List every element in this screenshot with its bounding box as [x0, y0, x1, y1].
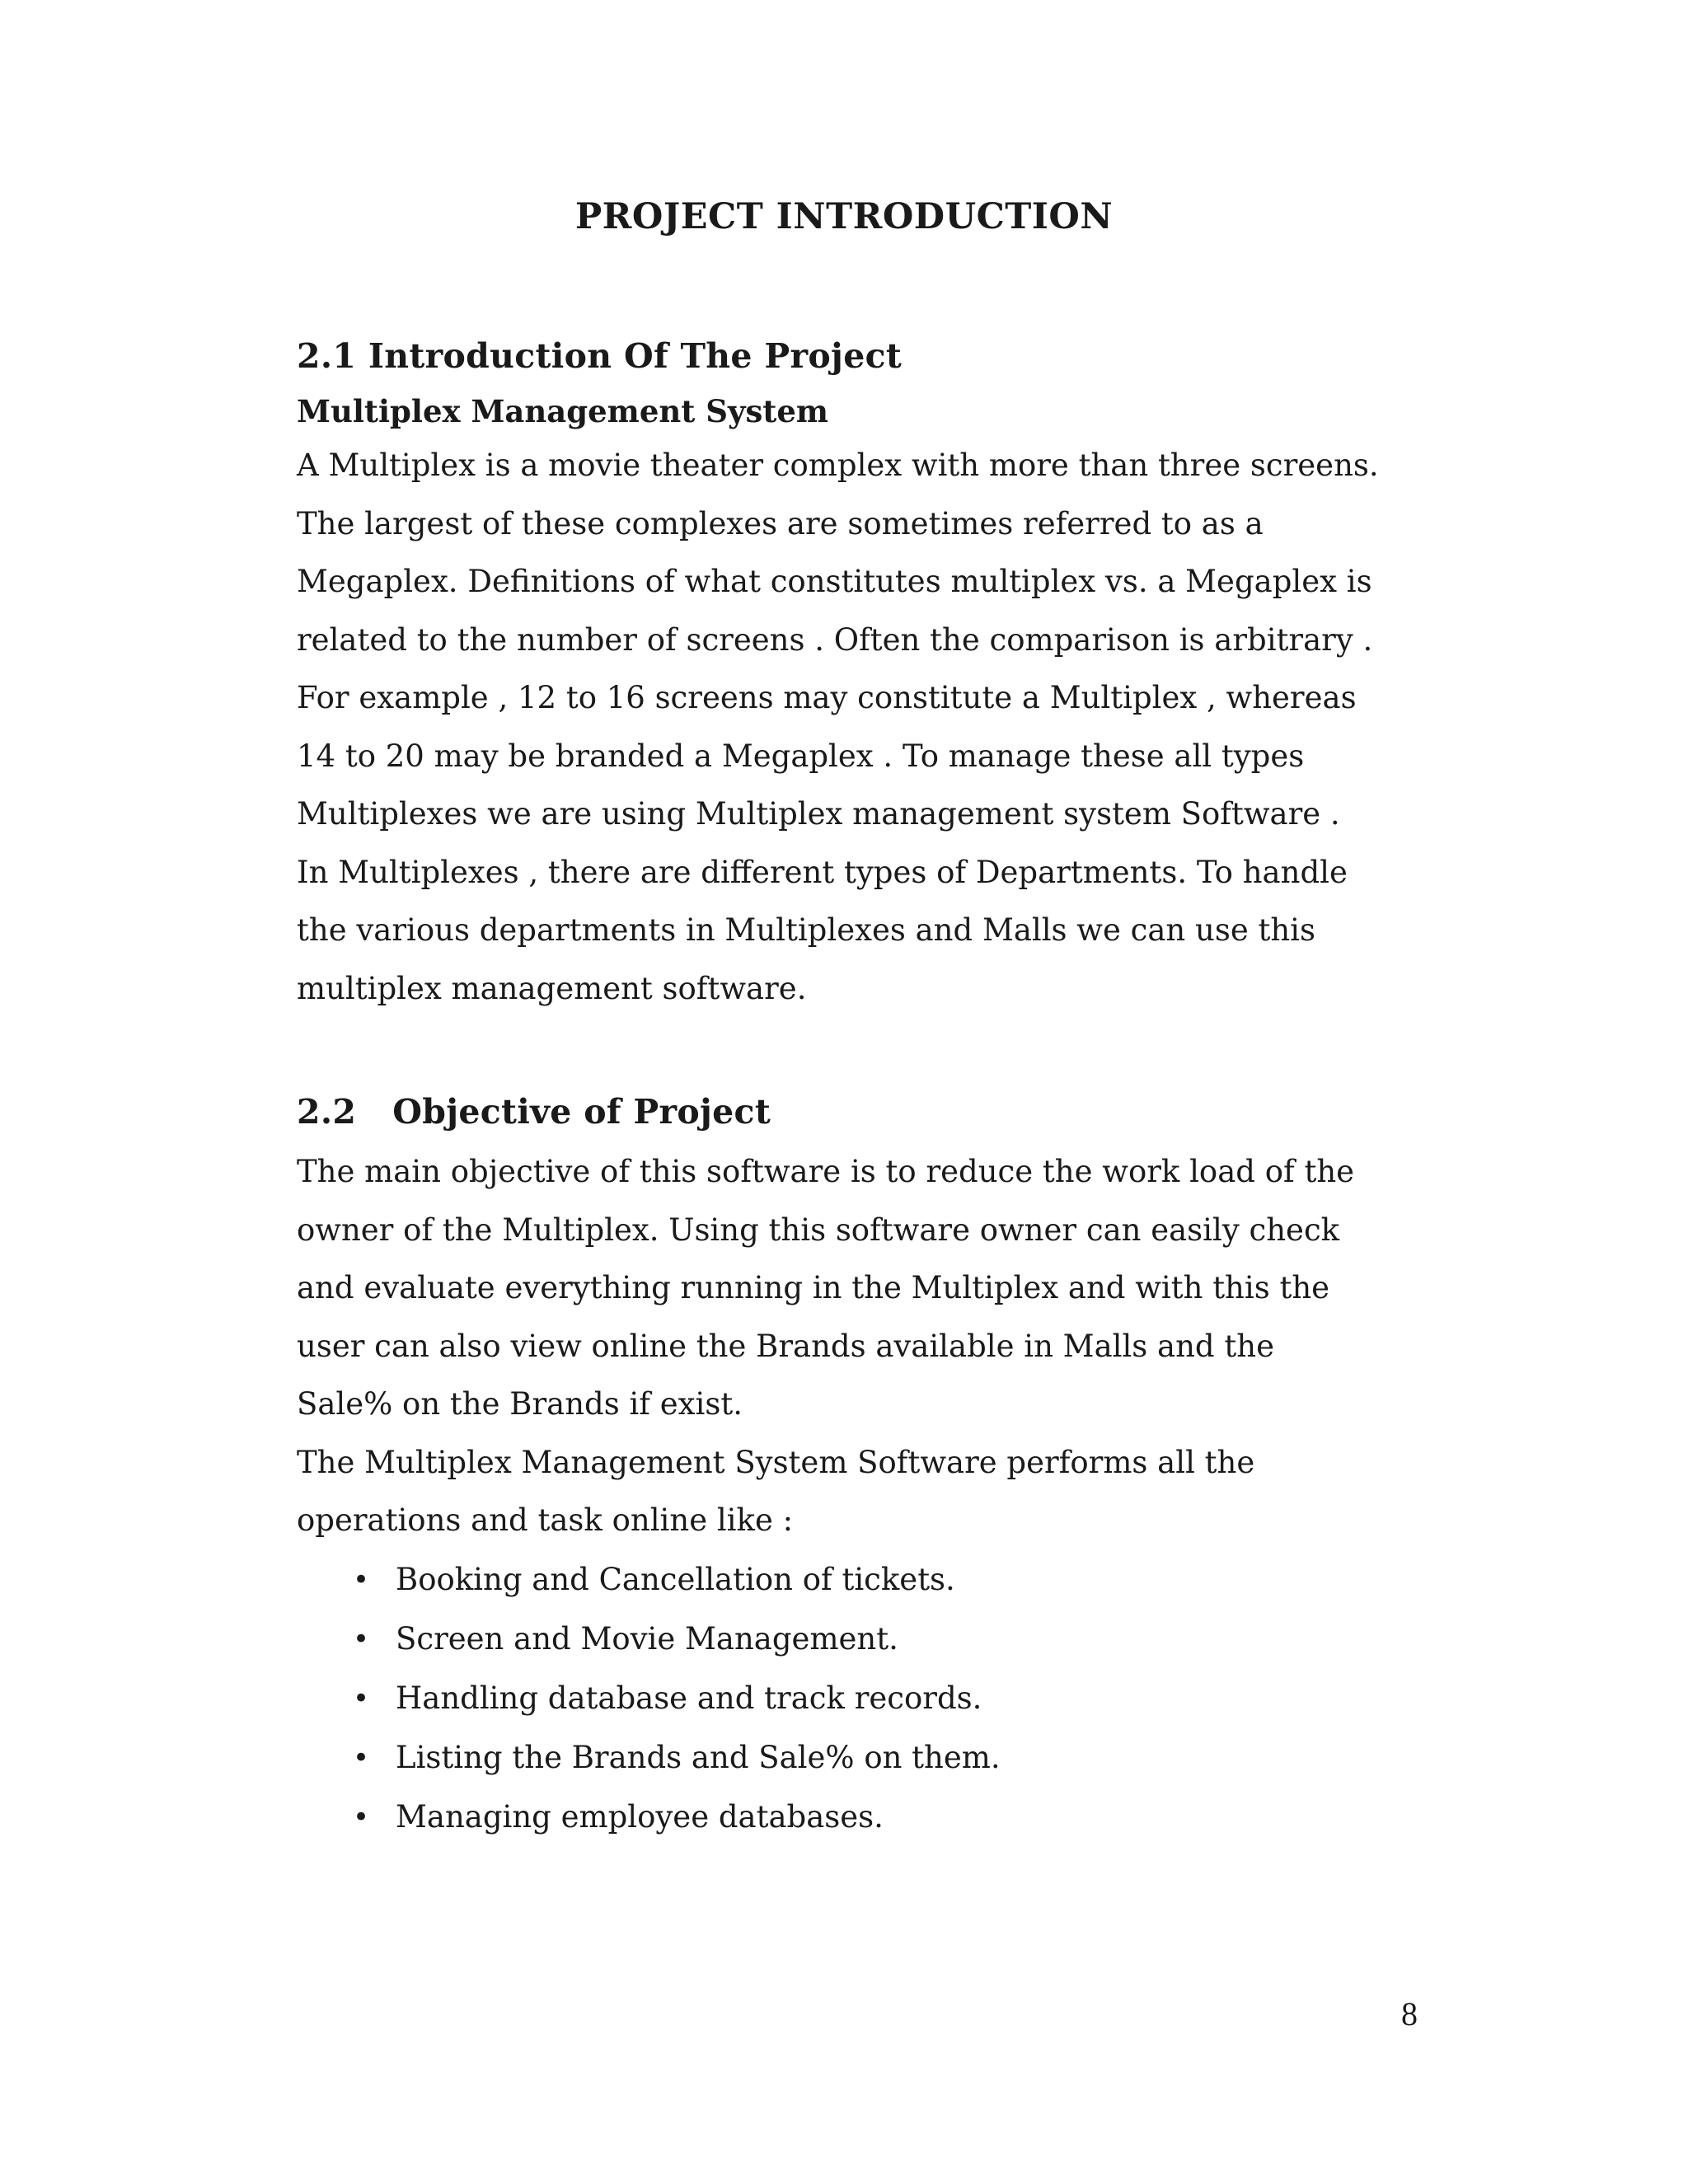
- paragraph-line: A Multiplex is a movie theater complex with more than three screens.: [297, 448, 1379, 483]
- list-item-text: Handling database and track records.: [396, 1680, 982, 1716]
- list-item: [297, 1728, 1426, 1788]
- section-number: 2.2: [297, 1092, 357, 1132]
- paragraph-line: The largest of these complexes are sometimes referred to as a: [297, 505, 1264, 541]
- section-number: 2.1: [297, 336, 357, 376]
- paragraph-line: user can also view online the Brands available in Malls and the: [297, 1328, 1274, 1364]
- section-objective: [297, 1085, 1426, 1847]
- list-item: [297, 1550, 1426, 1610]
- subheading-multiplex-management-system: Multiplex Management System: [297, 393, 829, 429]
- page-content: [297, 330, 1426, 1847]
- paragraph-line: the various departments in Multiplexes and Malls we can use this: [297, 912, 1315, 948]
- bullet-icon: •: [353, 1622, 370, 1656]
- bullet-icon: •: [353, 1741, 370, 1774]
- paragraph-line: related to the number of screens . Often the comparison is arbitrary .: [297, 621, 1373, 658]
- section-heading-objective: [297, 1085, 1426, 1138]
- section-heading-introduction: [297, 330, 1426, 382]
- bullet-icon: •: [353, 1800, 370, 1834]
- paragraph-line: For example , 12 to 16 screens may constitute a Multiplex , whereas: [297, 680, 1357, 715]
- paragraph-objective: [297, 1143, 1426, 1550]
- paragraph-line: 14 to 20 may be branded a Megaplex . To manage these all types: [297, 738, 1305, 774]
- paragraph-line: multiplex management software.: [297, 970, 807, 1006]
- list-item: [297, 1669, 1426, 1728]
- section-spacer: [297, 1018, 1426, 1085]
- list-item: [297, 1788, 1426, 1847]
- paragraph-line: The main objective of this software is to reduce the work load of the: [297, 1154, 1355, 1189]
- bullet-icon: •: [353, 1681, 370, 1715]
- paragraph-line: operations and task online like :: [297, 1502, 794, 1538]
- section-title: Objective of Project: [392, 1092, 771, 1132]
- list-item-text: Booking and Cancellation of tickets.: [396, 1561, 955, 1597]
- paragraph-introduction: [297, 437, 1426, 1018]
- paragraph-line: owner of the Multiplex. Using this software owner can easily check: [297, 1212, 1340, 1248]
- bullet-icon: •: [353, 1563, 370, 1596]
- paragraph-line: In Multiplexes , there are different types of Departments. To handle: [297, 854, 1348, 890]
- paragraph-line: The Multiplex Management System Software performs all the: [297, 1444, 1255, 1480]
- paragraph-line: Sale% on the Brands if exist.: [297, 1386, 743, 1422]
- list-item-text: Screen and Movie Management.: [396, 1620, 898, 1657]
- list-item-text: Managing employee databases.: [396, 1798, 884, 1835]
- section-title: Introduction Of The Project: [368, 336, 903, 376]
- page-number: 8: [1401, 1995, 1418, 2032]
- list-item: [297, 1610, 1426, 1669]
- paragraph-line: and evaluate everything running in the Multiplex and with this the: [297, 1270, 1330, 1305]
- operations-list: [297, 1550, 1426, 1847]
- list-item-text: Listing the Brands and Sale% on them.: [396, 1739, 1001, 1775]
- section-introduction: [297, 330, 1426, 1018]
- paragraph-line: Megaplex. Definitions of what constitutes multiplex vs. a Megaplex is: [297, 564, 1372, 599]
- page-title: PROJECT INTRODUCTION: [574, 196, 1114, 237]
- paragraph-line: Multiplexes we are using Multiplex management system Software .: [297, 796, 1340, 832]
